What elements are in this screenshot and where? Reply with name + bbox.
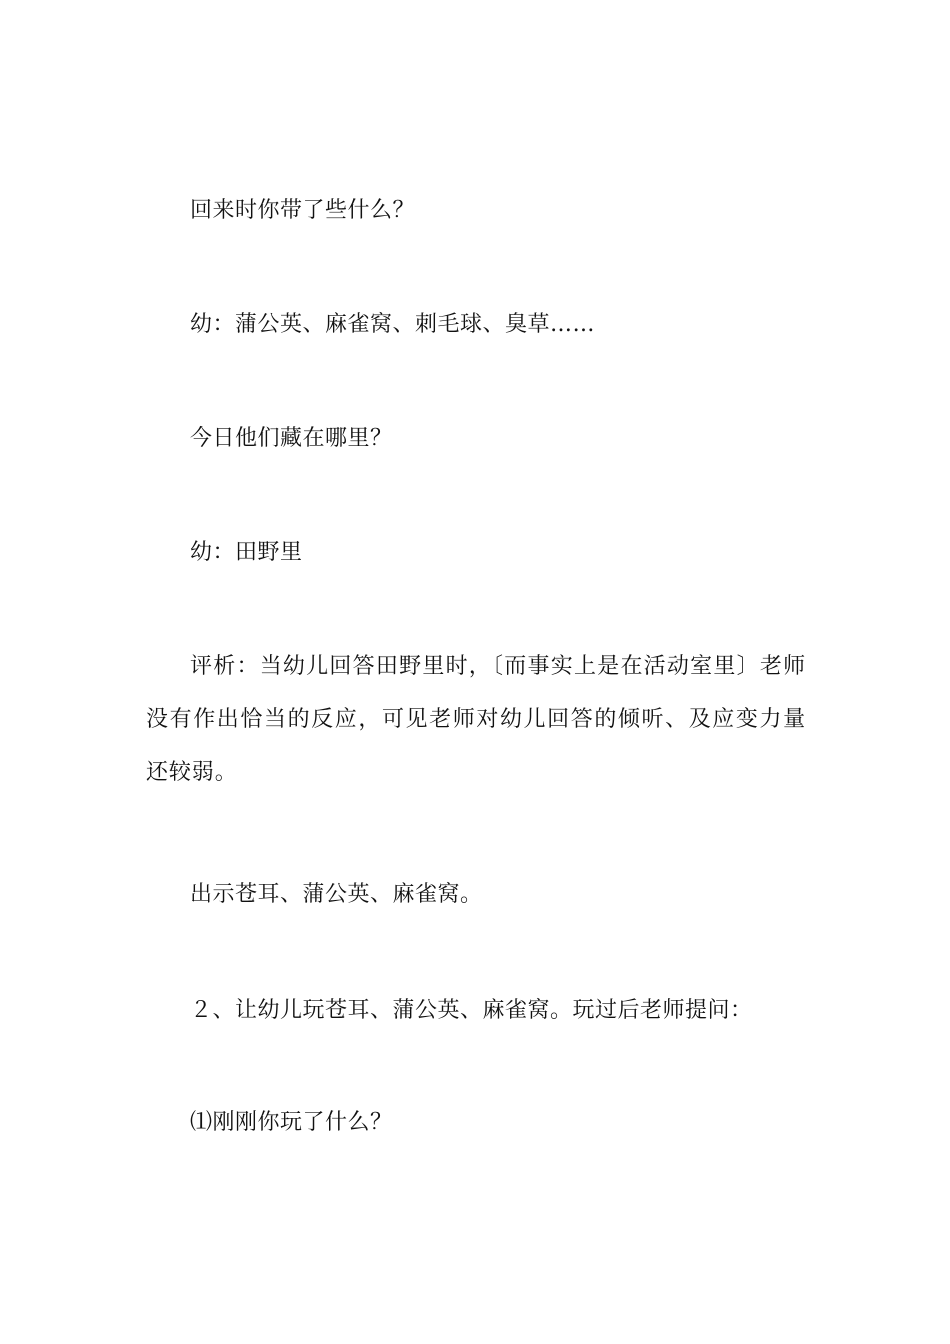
paragraph-child-answer-items: 幼：蒲公英、麻雀窝、刺毛球、臭草……	[190, 312, 596, 337]
paragraph-question-brought: 回来时你带了些什么？	[190, 198, 416, 223]
paragraph-analysis: 评析：当幼儿回答田野里时，〔而事实上是在活动室里〕老师没有作出恰当的反应，可见老师对幼儿回答的倾听、及应变力量还较弱。	[146, 654, 806, 785]
paragraph-child-answer-field: 幼：田野里	[190, 540, 303, 565]
paragraph-question-played: ⑴刚刚你玩了什么？	[190, 1110, 393, 1135]
paragraph-show-items: 出示苍耳、蒲公英、麻雀窝。	[190, 882, 483, 907]
paragraph-question-hidden: 今日他们藏在哪里？	[190, 426, 393, 451]
paragraph-step-two: ２、让幼儿玩苍耳、蒲公英、麻雀窝。玩过后老师提问：	[190, 998, 753, 1023]
